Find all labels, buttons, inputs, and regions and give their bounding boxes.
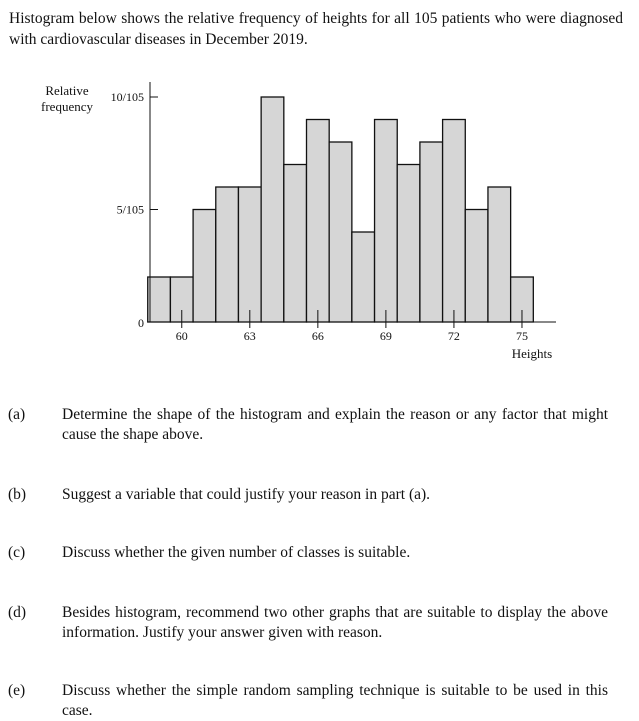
question-c-text: Discuss whether the given number of classes is suitable. — [62, 544, 411, 561]
question-e-text: Discuss whether the simple random sampling technique is suitable to be used in this case. — [62, 682, 608, 719]
question-e-label: (e) — [8, 682, 26, 699]
question-c-label: (c) — [8, 544, 26, 561]
histogram-bar — [284, 165, 307, 323]
histogram-bar — [397, 165, 420, 323]
y-axis-label-line1: Relative — [45, 83, 89, 98]
histogram-bar — [488, 187, 511, 322]
histogram-bar — [148, 277, 171, 322]
histogram-bars — [148, 97, 534, 322]
question-b-label: (b) — [8, 486, 27, 503]
intro-text: Histogram below shows the relative frequency of heights for all 105 patients who were diagnosed with cardiovascular diseases in December 2019. — [9, 10, 623, 48]
x-axis-label: Heights — [511, 346, 553, 361]
histogram-bar — [193, 210, 216, 323]
histogram-bar — [216, 187, 239, 322]
question-d-text: Besides histogram, recommend two other graphs that are suitable to display the above information. Justify your answer given with reason. — [62, 604, 608, 641]
y-tick-label: 10/105 — [110, 90, 144, 104]
x-tick-label: 63 — [243, 329, 256, 343]
histogram-bar — [465, 210, 488, 323]
x-tick-label: 75 — [515, 329, 528, 343]
histogram-bar — [375, 120, 398, 323]
histogram-bar — [238, 187, 261, 322]
y-axis-label-line2: frequency — [41, 99, 93, 114]
histogram-bar — [443, 120, 466, 323]
x-tick-label: 60 — [175, 329, 188, 343]
y-tick-label: 5/105 — [116, 202, 144, 217]
histogram-bar — [420, 142, 443, 322]
x-tick-label: 66 — [311, 329, 324, 343]
question-d-label: (d) — [8, 604, 27, 621]
x-tick-label: 69 — [379, 329, 392, 343]
x-tick-label: 72 — [447, 329, 460, 343]
question-b-text: Suggest a variable that could justify your reason in part (a). — [62, 486, 431, 503]
histogram-bar — [307, 120, 330, 323]
question-a-text: Determine the shape of the histogram and explain the reason or any factor that might cause the shape above. — [62, 406, 608, 443]
y-tick-label: 0 — [138, 316, 144, 330]
question-a-label: (a) — [8, 406, 26, 423]
histogram-bar — [329, 142, 352, 322]
histogram-bar — [261, 97, 284, 322]
histogram-bar — [352, 232, 375, 322]
